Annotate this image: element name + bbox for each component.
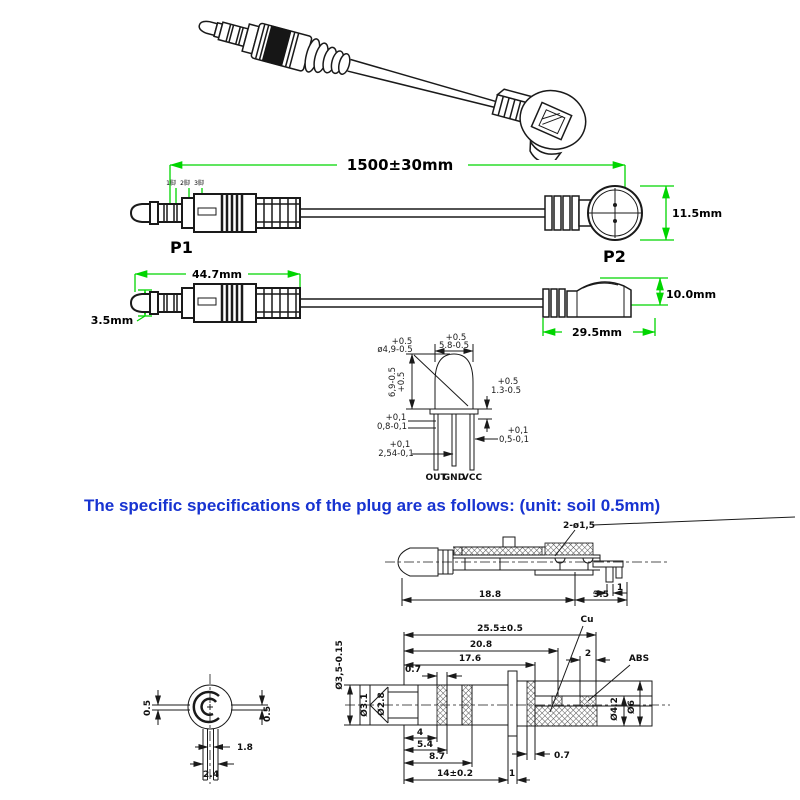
dim-lead-width-tol: +0,1 [385,413,407,423]
dim-lead-pitch-tol: +0,1 [389,440,411,450]
dim-lens-dia-tol: +0.5 [391,337,413,347]
dim-body-height: 6,9-0.5 [388,366,398,398]
dim-holes: 2-ø1,5 [562,521,596,531]
cable-photo-illustration [150,0,670,160]
dim-body-width-tol: +0.5 [445,333,467,343]
abs-label: ABS [628,654,650,664]
dim-body-length: 18.8 [478,590,502,600]
dim-length-to-sleeve: 17.6 [458,654,482,664]
dim-rim: 1.3-0.5 [490,386,522,396]
dim-body-width: 5.8-0.5 [438,341,470,351]
dim-section-total: 25.5±0.5 [477,624,523,634]
pin-out-label: OUT [425,473,447,483]
section-body [345,671,670,736]
dim-lead-pitch: 2,54-0,1 [378,449,414,459]
dim-seg-tip: 4 [416,728,424,738]
dim-lead-width: 0,8-0,1 [376,422,408,432]
plug-cable-art [188,0,592,160]
section-heading: The specific specifications of the plug are as follows: (unit: soil 0.5mm) [84,496,661,515]
dim-tail-width: 1 [616,583,624,593]
pin3-label: 3脚 [194,180,204,187]
dim-length-to-collar: 20.8 [469,640,493,650]
dim-tip-dia: Ø3,5-0.15 [335,640,345,690]
dim-seg-ring1: 5.4 [417,740,433,750]
plug-cross-section-drawing [330,608,790,800]
receiver-label: P2 [603,247,626,266]
pin-gnd-label: GND [442,473,466,483]
ir-receiver-drawing [340,332,555,494]
dim-outer-width: 2.4 [203,770,219,780]
front-view-body [188,674,232,784]
dim-receiver-length: 29.5mm [571,326,623,339]
dim-inner-dia: Ø2.8 [377,692,387,716]
pin2-label: 2脚 [180,180,190,187]
dim-right-slot: 0.5 [263,706,273,722]
dim-sleeve-dia: Ø4.2 [610,697,620,721]
pin-vcc-label: VCC [461,473,483,483]
dim-seg-ring2: 8.7 [429,752,445,762]
dim-plug-length: 44.7mm [191,268,243,281]
dim-bore-dia: Ø3.1 [360,693,370,717]
plug-side-view [131,186,642,240]
dim-wall-width: 0.7 [554,751,570,761]
dim-rim-tol: +0.5 [497,377,519,387]
dim-receiver-diameter: 11.5mm [672,207,723,220]
dim-inner-width: 1.8 [237,743,253,753]
dim-seg-shaft: 14±0.2 [436,769,474,779]
pin1-label: 1脚 [166,180,176,187]
dim-contact-width: 2 [584,649,592,659]
plug-side-view-2 [131,282,631,322]
plug-side-body [385,537,670,582]
receiver-body [414,354,478,470]
dim-lead-thickness: 0,5-0,1 [498,435,530,445]
dim-lens-dia: ø4,9-0.5 [377,345,413,355]
dim-total-length: 1500±30mm [346,156,454,174]
dim-receiver-height: 10.0mm [666,288,717,301]
copper-label: Cu [580,615,594,625]
dim-flange-width: 1 [508,769,516,779]
dim-tip-diameter: 3.5mm [90,314,134,327]
dim-shell-dia: Ø6 [627,700,637,714]
cable-dimension-drawing [0,148,800,266]
dim-body-height-tol: +0.5 [397,371,407,393]
dim-lead-thickness-tol: +0,1 [507,426,529,436]
plug-label: P1 [170,238,193,257]
plug-front-view-drawing [110,652,325,800]
dim-left-slot: 0.5 [143,700,153,716]
dim-groove-width: 0.7 [405,665,421,675]
dim-tail-length: 3.5 [593,590,609,600]
